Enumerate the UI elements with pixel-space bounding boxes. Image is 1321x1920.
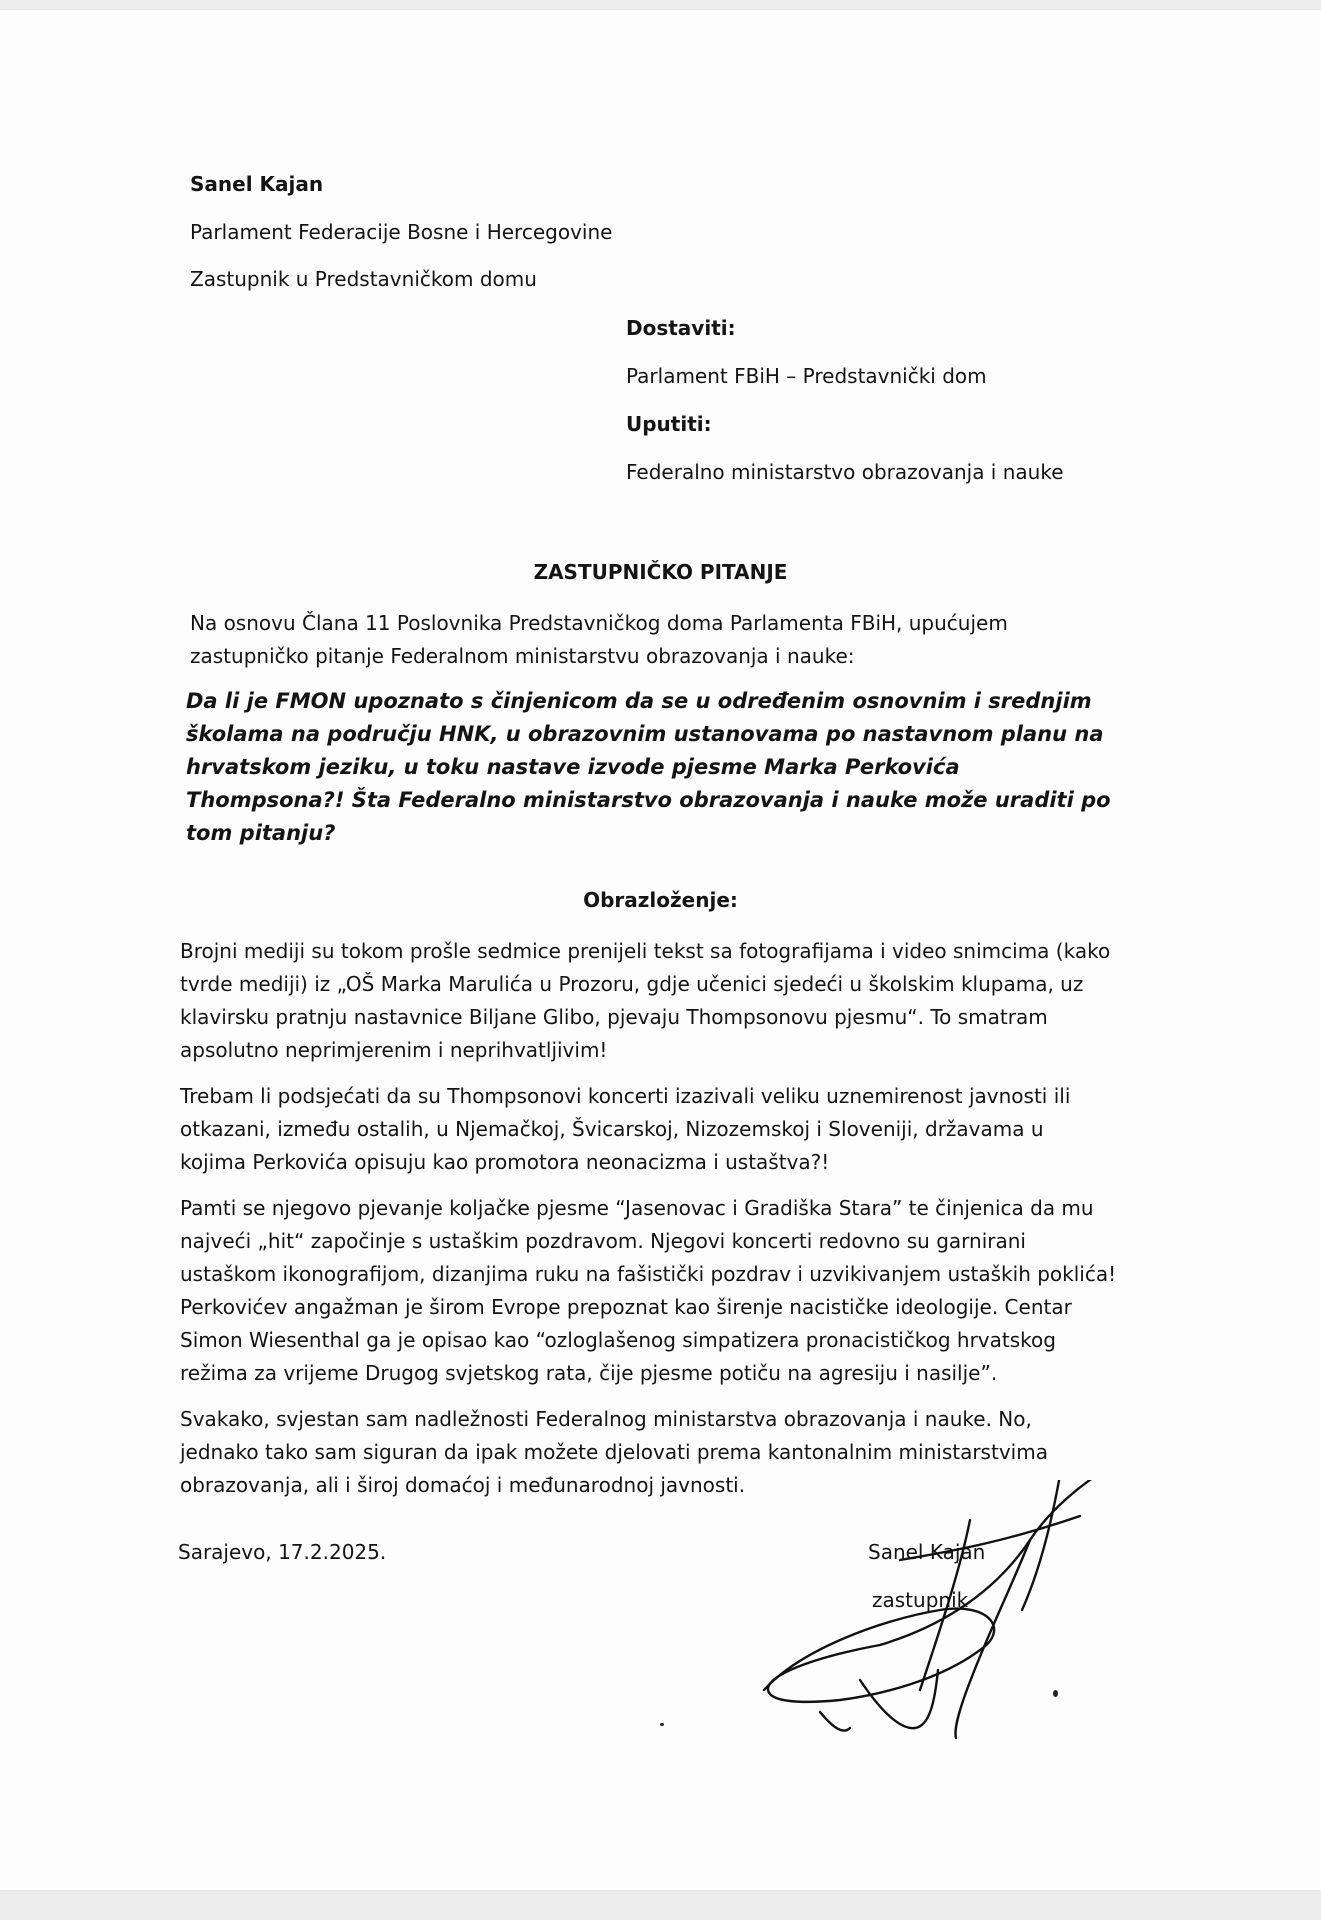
sender-institution: Parlament Federacije Bosne i Hercegovine <box>190 220 613 244</box>
handwritten-signature <box>760 1480 1120 1740</box>
place-date: Sarajevo, 17.2.2025. <box>178 1540 387 1564</box>
body-paragraph-1: Brojni mediji su tokom prošle sedmice prenijeli tekst sa fotografijama i video snimcima (kako tvrde mediji) iz „OŠ Marka Marulića u Prozoru, gdje učenici sjedeći u školskim klupama, uz klavirsku pratnju nastavnice Biljane Glibo, pjevaju Thompsonovu pjesmu“. To smatram apsolutno neprimjerenim i neprihvatljivim! <box>180 939 1111 1062</box>
signature-name: Sanel Kajan <box>868 1540 986 1564</box>
question-paragraph: Da li je FMON upoznato s činjenicom da se u određenim osnovnim i srednjim školama na području HNK, u obrazovnim ustanovama po nastavnom planu na hrvatskom jeziku, u toku nastave izvode pjesme Marka Perkovića Thompsona?! Šta Federalno ministarstvo obrazovanja i nauke može uraditi po tom pitanju? <box>186 689 1111 845</box>
body-paragraph-4: Svakako, svjestan sam nadležnosti Federalnog ministarstva obrazovanja i nauke. No, jednako tako sam siguran da ipak možete djelovati prema kantonalnim ministarstvima obrazovanja, ali i široj domaćoj i međunarodnoj javnosti. <box>180 1407 1048 1497</box>
deliver-to: Parlament FBiH – Predstavnički dom <box>626 364 987 388</box>
document-title: ZASTUPNIČKO PITANJE <box>533 560 788 584</box>
direct-label: Uputiti: <box>626 412 712 436</box>
sender-role: Zastupnik u Predstavničkom domu <box>190 267 537 291</box>
sender-name: Sanel Kajan <box>190 172 324 196</box>
body-paragraph-3: Pamti se njegovo pjevanje koljačke pjesme “Jasenovac i Gradiška Stara” te činjenica da mu najveći „hit“ započinje s ustaškim pozdravom. Njegovi koncerti redovno su garnirani ustaškom ikonografijom, dizanjima ruku na fašistički pozdrav i uzvikivanjem ustaških poklića! Perkovićev angažman je širom Evrope prepoznat kao širenje nacističke ideologije. Centar Simon Wiesenthal ga je opisao kao “ozloglašenog simpatizera pronacističkog hrvatskog režima za vrijeme Drugog svjetskog rata, čije pjesme potiču na agresiju i nasilje”. <box>180 1196 1117 1385</box>
explanation-title: Obrazloženje: <box>583 888 738 912</box>
signature-title: zastupnik <box>872 1588 969 1612</box>
ink-dot-small <box>660 1723 664 1726</box>
intro-paragraph: Na osnovu Člana 11 Poslovnika Predstavničkog doma Parlamenta FBiH, upućujem zastupničko pitanje Federalnom ministarstvu obrazovanja i nauke: <box>190 611 1008 668</box>
direct-to: Federalno ministarstvo obrazovanja i nauke <box>626 460 1064 484</box>
body-paragraph-2: Trebam li podsjećati da su Thompsonovi koncerti izazivali veliku uznemirenost javnosti ili otkazani, između ostalih, u Njemačkoj, Švicarskoj, Nizozemskoj i Sloveniji, državama u kojima Perkovića opisuju kao promotora neonacizma i ustaštva?! <box>180 1084 1071 1174</box>
deliver-label: Dostaviti: <box>626 316 736 340</box>
document-page <box>0 10 1321 1890</box>
ink-dot <box>1053 1690 1058 1697</box>
